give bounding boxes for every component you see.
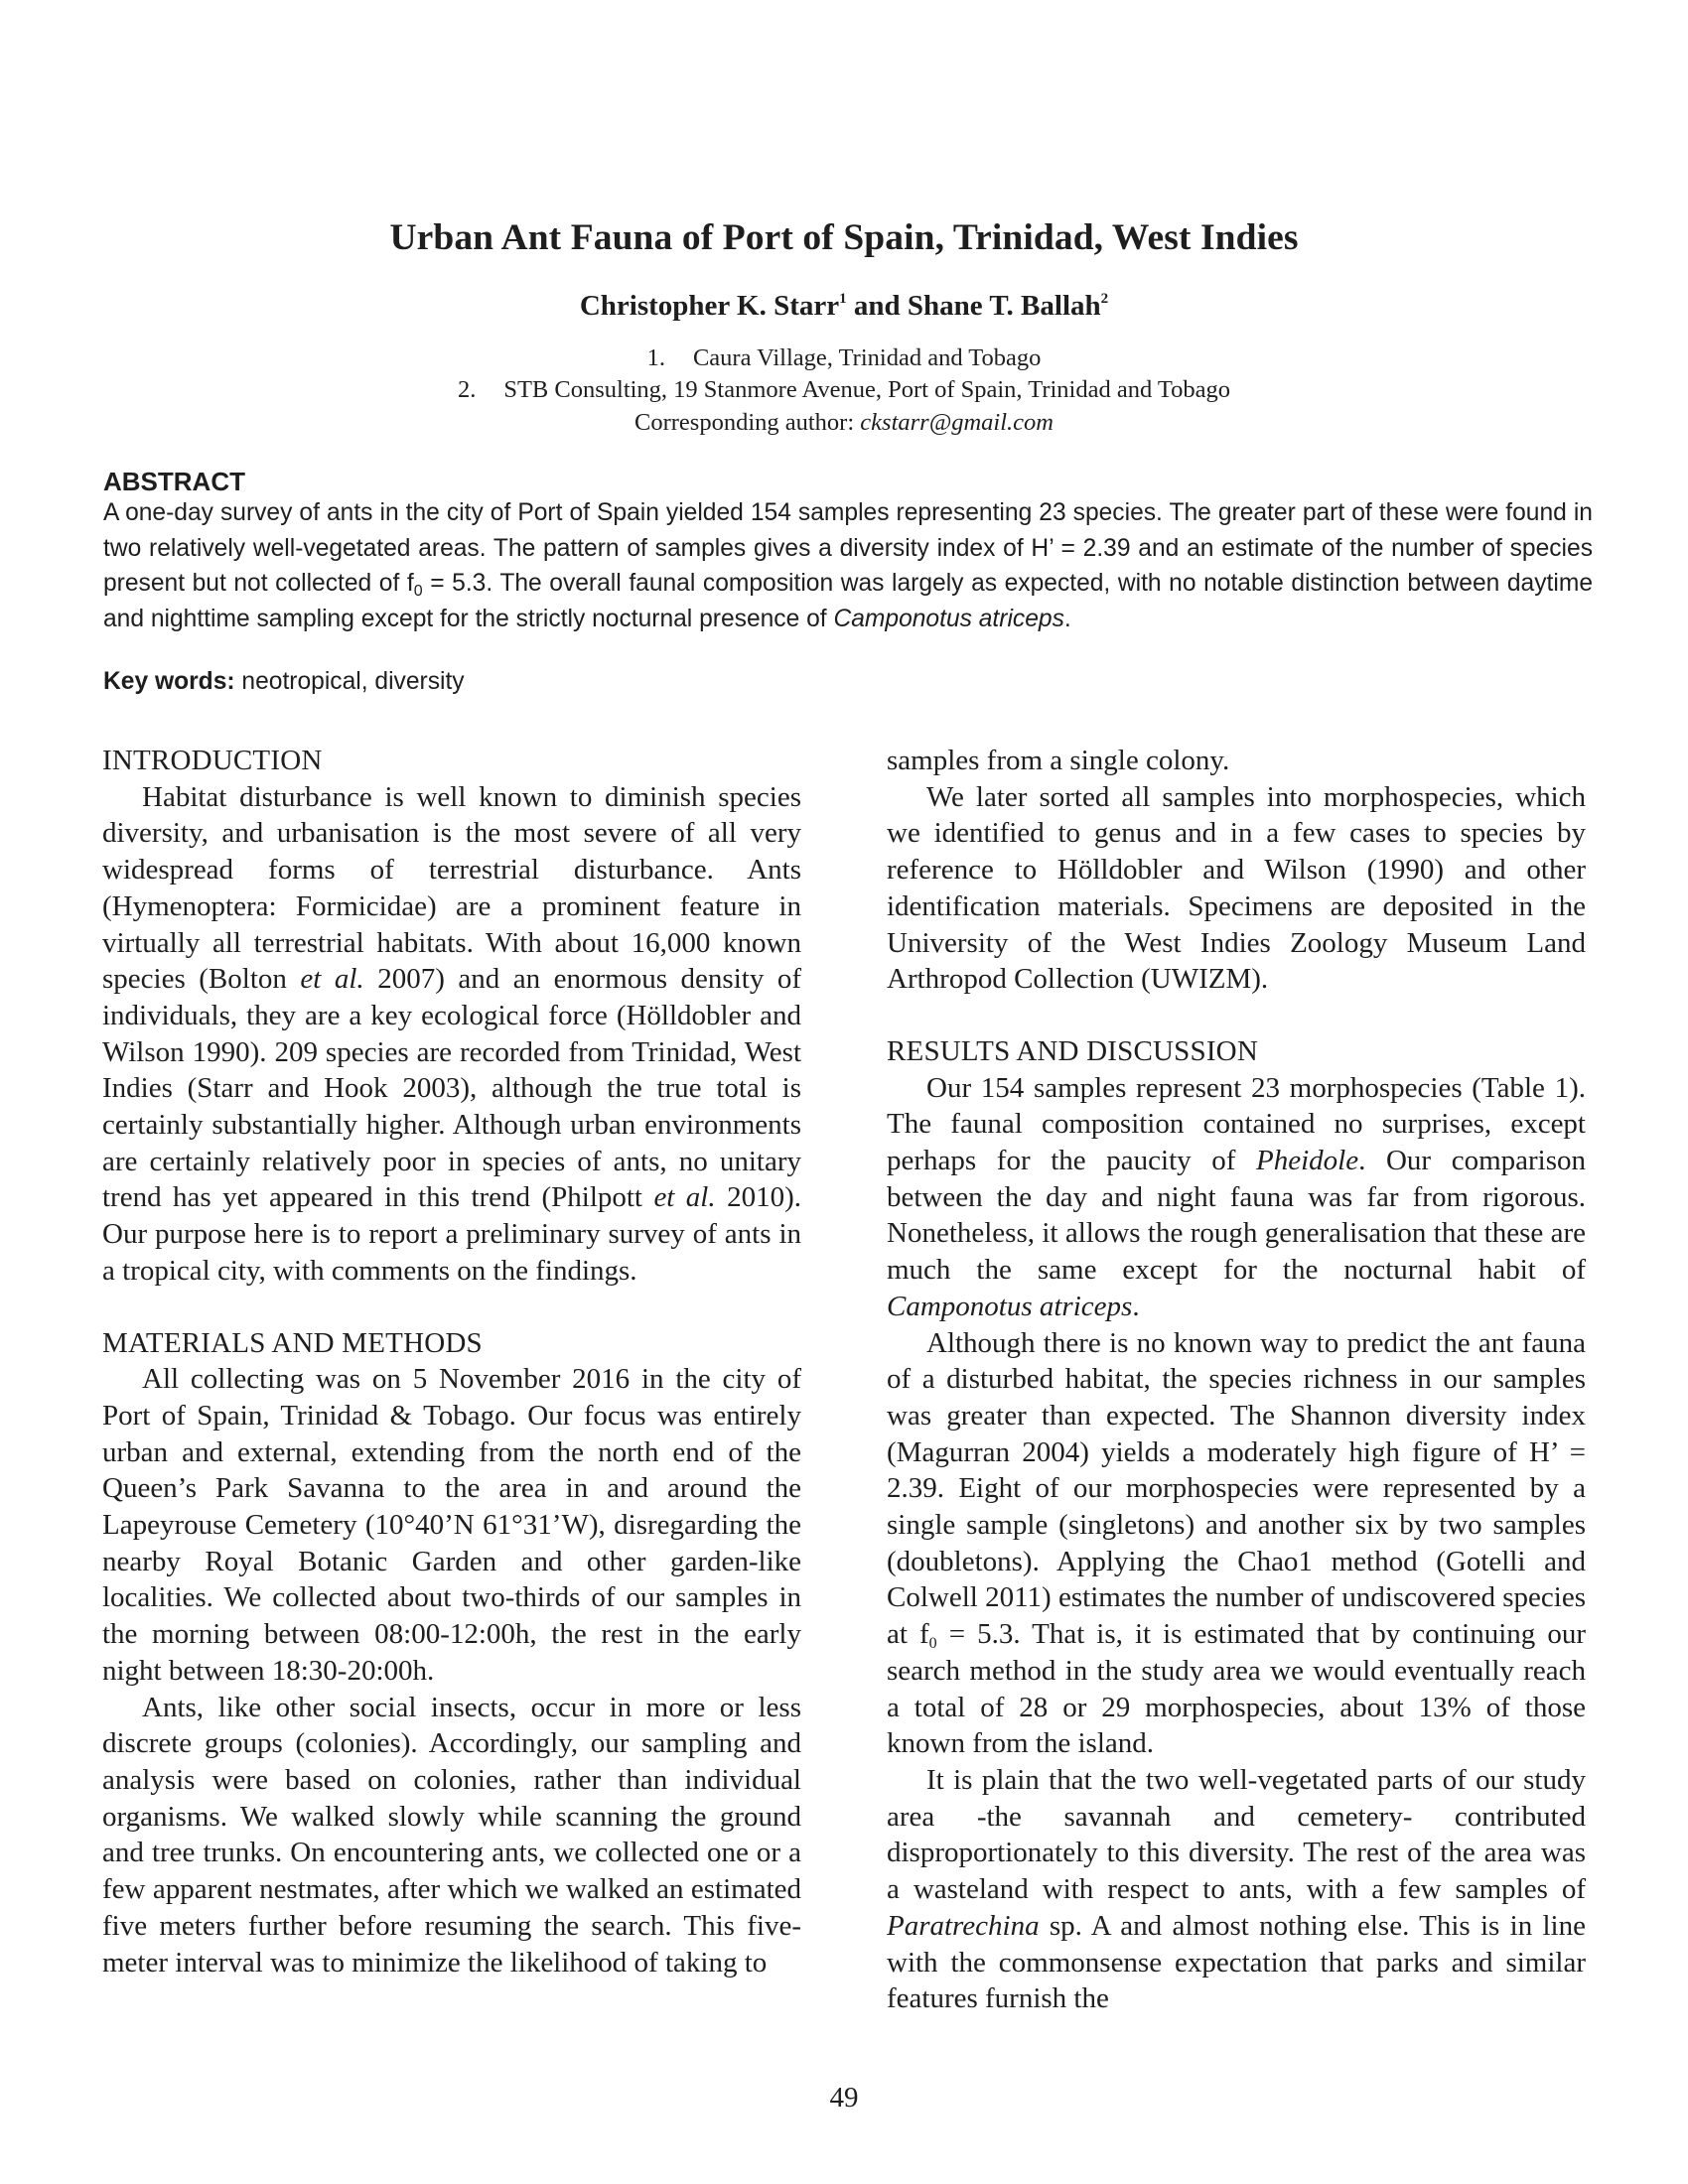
paragraph: We later sorted all samples into morphospecies, which we identified to genus and in a few cases to species by reference to Hölldobler and Wilson (1990) and other identification materials. Specimens are deposited in the University of the West Indies Zoology Museum Land Arthropod Collection (UWIZM). bbox=[887, 780, 1586, 996]
paragraph: All collecting was on 5 November 2016 in the city of Port of Spain, Trinidad & Tobago. Our focus was entirely urban and external, extending from the north end of the Queen’s Park Savanna to the area in and around the Lapeyrouse Cemetery (10°40’N 61°31’W), disregarding the nearby Royal Botanic Garden and other garden-like localities. We collected about two-thirds of our samples in the morning between 08:00-12:00h, the rest in the early night between 18:30-20:00h. bbox=[102, 1363, 801, 1687]
author-line bbox=[0, 290, 1688, 323]
text-run: . bbox=[1132, 1290, 1140, 1322]
affiliation-text: Caura Village, Trinidad and Tobago bbox=[692, 344, 1042, 371]
species-name: Camponotus atriceps bbox=[833, 605, 1064, 632]
affiliation-text: STB Consulting, 19 Stanmore Avenue, Port of Spain, Trinidad and Tobago bbox=[503, 376, 1231, 403]
genus-name: Paratrechina bbox=[887, 1909, 1040, 1942]
text-run-italic: et al. bbox=[653, 1181, 716, 1214]
section-heading-results: RESULTS AND DISCUSSION bbox=[887, 1034, 1258, 1067]
keywords-label: Key words: bbox=[103, 668, 235, 695]
text-run: sp. A and almost nothing else. This is in line with the commonsense expectation that parks and similar features furnish the bbox=[887, 1909, 1586, 2015]
author-name: Shane T. Ballah bbox=[907, 290, 1101, 322]
affiliation bbox=[0, 342, 1688, 374]
affiliation-marker: 1 bbox=[839, 291, 847, 307]
paragraph bbox=[887, 1070, 1586, 1325]
paper-title: Urban Ant Fauna of Port of Spain, Trinidad, West Indies bbox=[389, 217, 1299, 258]
genus-name: Pheidole bbox=[1256, 1145, 1359, 1177]
text-run: Our 154 samples represent 23 morphospecies (Table 1). The faunal composition contained no surprises, except perhaps for the paucity of bbox=[887, 1071, 1586, 1177]
abstract-text-part: = 5.3. The overall faunal composition was largely as expected, with no notable distinction between daytime and nighttime sampling except for the strictly nocturnal presence of bbox=[103, 570, 1593, 632]
keywords-text: neotropical, diversity bbox=[234, 668, 465, 695]
corresponding-email[interactable]: ckstarr@gmail.com bbox=[860, 409, 1054, 436]
paragraph bbox=[887, 1762, 1586, 2017]
affiliation bbox=[0, 374, 1688, 406]
subscript: 0 bbox=[413, 583, 423, 600]
author-conjunction: and bbox=[853, 290, 901, 322]
abstract-text-part: . bbox=[1063, 605, 1071, 632]
corresponding-author bbox=[0, 407, 1688, 439]
corresponding-label: Corresponding author: bbox=[634, 409, 855, 436]
section-heading-introduction: INTRODUCTION bbox=[102, 745, 323, 776]
affiliation-number: 2. bbox=[457, 376, 477, 403]
page-number: 49 bbox=[829, 2082, 859, 2114]
right-column bbox=[887, 743, 1586, 2017]
text-run: 2010). Our purpose here is to report a preliminary survey of ants in a tropical city, with comments on the findings. bbox=[102, 1181, 801, 1287]
paragraph bbox=[887, 1325, 1586, 1762]
text-run: Although there is no known way to predict the ant fauna of a disturbed habitat, the species richness in our samples was greater than expected. The Shannon diversity index (Magurran 2004) yields a moderately high figure of H’ = 2.39. Eight of our morphospecies were represented by a single sample (singletons) and another six by two samples (doubletons). Applying the Chao1 method (Gotelli and Colwell 2011) estimates the number of undiscovered species at f bbox=[887, 1326, 1586, 1651]
species-name: Camponotus atriceps bbox=[887, 1290, 1133, 1322]
text-run: 2007) and an enormous density of individuals, they are a key ecological force (Hölldobler and Wilson 1990). 209 species are recorded from Trinidad, West Indies (Starr and Hook 2003), although the true total is certainly substantially higher. Although urban environments are certainly relatively poor in species of ants, no unitary trend has yet appeared in this trend (Philpott bbox=[102, 963, 801, 1214]
abstract-text-part: A one-day survey of ants in the city of Port of Spain yielded 154 samples representing 23 species. The greater part of these were found in two relatively well-vegetated areas. The pattern of samples gives a diversity index of H’ = 2.39 and an estimate of the number of species present but not collected of f bbox=[103, 499, 1593, 597]
affiliation-number: 1. bbox=[646, 344, 665, 371]
section-heading-methods: MATERIALS AND METHODS bbox=[102, 1326, 483, 1359]
left-column bbox=[102, 743, 801, 1980]
text-run: . Our comparison between the day and night fauna was far from rigorous. Nonetheless, it allows the rough generalisation that these are much the same except for the nocturnal habit of bbox=[887, 1145, 1586, 1287]
text-run-italic: et al. bbox=[300, 963, 364, 996]
paragraph: samples from a single colony. bbox=[887, 745, 1230, 776]
subscript: 0 bbox=[928, 1635, 937, 1653]
paragraph: Ants, like other social insects, occur in more or less discrete groups (colonies). Accordingly, our sampling and analysis were based on colonies, rather than individual organisms. We walked slowly while scanning the ground and tree trunks. On encountering ants, we collected one or a few apparent nestmates, after which we walked an estimated five meters further before resuming the search. This five-meter interval was to minimize the likelihood of taking to bbox=[102, 1691, 801, 1979]
text-run: It is plain that the two well-vegetated parts of our study area -the savannah and cemetery- contributed disproportionately to this diversity. The rest of the area was a wasteland with respect to ants, with a few samples of bbox=[887, 1763, 1586, 1906]
text-run: Habitat disturbance is well known to diminish species diversity, and urbanisation is the most severe of all very widespread forms of terrestrial disturbance. Ants (Hymenoptera: Formicidae) are a prominent feature in virtually all terrestrial habitats. With about 16,000 known species (Bolton bbox=[102, 780, 801, 996]
keywords bbox=[103, 668, 465, 696]
abstract-text bbox=[103, 495, 1593, 636]
abstract-heading: ABSTRACT bbox=[103, 467, 245, 496]
paragraph bbox=[102, 779, 801, 1290]
affiliation-marker: 2 bbox=[1100, 291, 1109, 307]
author-name: Christopher K. Starr bbox=[579, 290, 840, 322]
text-run: = 5.3. That is, it is estimated that by continuing our search method in the study area we would eventually reach a total of 28 or 29 morphospecies, about 13% of those known from the island. bbox=[887, 1618, 1586, 1760]
